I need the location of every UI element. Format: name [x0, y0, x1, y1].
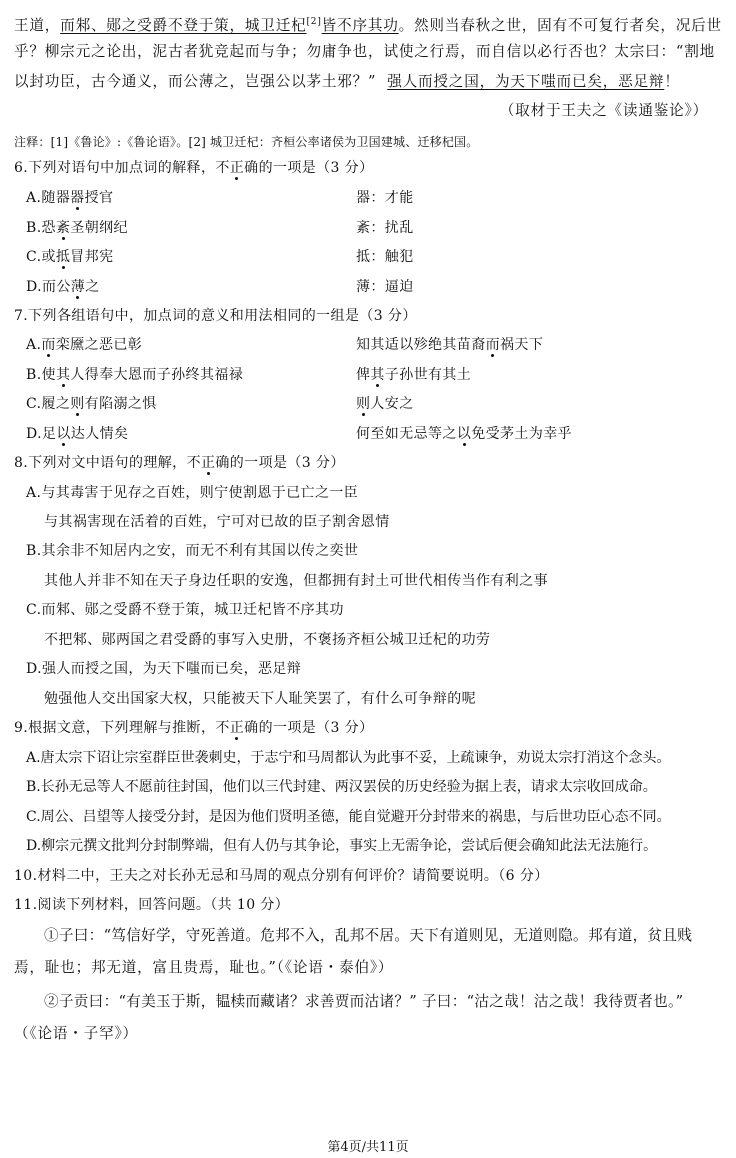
q8-option-d-translation: 勉强他人交出国家大权，只能被天下人耻笑罢了，有什么可争辩的呢 — [44, 691, 476, 707]
passage-text: 。然则当春秋之世，固有不可复行者矣，况后世 — [398, 16, 722, 34]
passage-line-1 — [14, 12, 722, 36]
passage-source: （取材于王夫之《读通鉴论》） — [499, 102, 708, 119]
passage-note: 注释：[1]《鲁论》:《鲁论语》。[2] 城卫迁杞：齐桓公率诸侯为卫国建城、迁移杞国。 — [14, 135, 479, 149]
stem-text: 的一项是（3 分） — [258, 720, 374, 736]
option-text: 授官 — [84, 190, 114, 206]
q6-option-a — [26, 188, 726, 208]
option-text: D.而公 — [26, 279, 71, 295]
option-text: 栾黡之恶已彰 — [55, 337, 143, 353]
emphasis-text: 不正确 — [215, 720, 259, 736]
option-text: 祸天下 — [500, 337, 544, 353]
q8-option-b-translation: 其他人并非不知在天子身边任职的安逸，但都拥有封土可世代相传当作有利之事 — [44, 573, 548, 589]
option-text: 冒邦宪 — [70, 249, 114, 265]
q9-option-d: D.柳宗元撰文批判分封制弊端，但有人仍与其争论，事实上无需争论，尝试后便会确知此法无法施行。 — [26, 838, 658, 854]
q11-material-2-line-1: ②子贡曰：“有美玉于斯，韫椟而藏诸？求善贾而沽诸？” 子曰：“沽之哉！沽之哉！我待贾者也。” — [44, 993, 684, 1010]
option-pair — [356, 365, 471, 385]
q9-option-a: A.唐太宗下诏让宗室群臣世袭刺史，于志宁和马周都认为此事不妥，上疏谏争，劝说太宗打消这个念头。 — [26, 750, 671, 766]
option-text: 知其适以殄绝其苗裔 — [356, 337, 486, 353]
q9-option-b: B.长孙无忌等人不愿前往封国，他们以三代封建、两汉罢侯的历史经验为据上表，请求太宗收回成命。 — [26, 779, 657, 795]
option-text: 达人情矣 — [70, 426, 129, 442]
q7-option-b — [26, 365, 726, 385]
dotted-word: 其 — [370, 367, 385, 383]
q8-option-c-translation: 不把邾、郧两国之君受爵的事写入史册，不褒扬齐桓公城卫迁杞的功劳 — [44, 632, 491, 648]
stem-text: 9.根据文意，下列理解与推断， — [14, 720, 216, 736]
q9-option-c: C.周公、吕望等人接受分封，是因为他们贤明圣德，能自觉避开分封带来的祸患，与后世功臣心态不同。 — [26, 809, 671, 825]
q7-option-c — [26, 394, 726, 414]
stem-text: 的一项是（3 分） — [229, 455, 345, 471]
stem-text: 6.下列对语句中加点词的解释， — [14, 160, 216, 176]
stem-text: 8.下列对文中语句的理解， — [14, 455, 187, 471]
passage-line-2: 乎？柳宗元之论出，泥古者犹竞起而与争；勿庸争也，试使之行焉，而自信以必行否也？太宗曰：“割地 — [14, 43, 715, 60]
q8-option-a-translation: 与其祸害现在活着的百姓，宁可对已故的臣子割舍恩情 — [44, 514, 390, 530]
q8-option-b-quote: B.其余非不知居内之安，而无不利有其国以传之奕世 — [26, 543, 359, 559]
option-pair — [356, 335, 543, 355]
option-text: 免受茅土为幸乎 — [471, 426, 573, 442]
option-explanation: 抵：触犯 — [356, 249, 414, 265]
option-text: 圣朝纲纪 — [70, 220, 128, 236]
option-pair — [356, 424, 572, 444]
dotted-word: 则 — [70, 396, 85, 412]
dotted-word: 抵 — [55, 249, 71, 265]
q8-option-c-quote: C.而邾、郧之受爵不登于策，城卫迁杞皆不序其功 — [26, 602, 344, 618]
stem-text: 的一项是（3 分） — [258, 160, 374, 176]
dotted-word: 而 — [41, 337, 56, 353]
option-text: B.使 — [26, 367, 56, 383]
option-text: 子孙世有其土 — [384, 367, 472, 383]
underlined-text: 皆不序其功 — [321, 16, 399, 34]
option-explanation: 紊：扰乱 — [356, 220, 414, 236]
option-text: 俾 — [356, 367, 371, 383]
passage-text: ！ — [664, 73, 680, 90]
dotted-word: 以 — [456, 426, 472, 442]
underlined-text: 强人而授之国，为天下嗤而已矣，恶足辩 — [387, 73, 665, 90]
q10-stem: 10.材料二中，王夫之对长孙无忌和马周的观点分别有何评价？请简要说明。（6 分） — [14, 868, 549, 884]
passage-line-3 — [14, 72, 680, 92]
passage-text: 王道， — [14, 16, 61, 34]
dotted-word: 其 — [55, 367, 71, 383]
emphasis-text: 不正确 — [215, 160, 259, 176]
dotted-word: 器 — [70, 190, 85, 206]
option-text: B.恐 — [26, 220, 56, 236]
dotted-word: 则 — [356, 396, 371, 412]
option-text: 有陷溺之惧 — [84, 396, 157, 412]
q8-stem — [14, 453, 345, 473]
q7-stem: 7.下列各组语句中，加点词的意义和用法相同的一组是（3 分） — [14, 308, 417, 324]
emphasis-text: 不正确 — [186, 455, 230, 471]
option-pair — [356, 394, 414, 414]
passage-text: 以封功臣，古今通义，而公薄之，岂强公以茅土邪？” — [14, 73, 377, 90]
option-text: D.足 — [26, 426, 57, 442]
q11-material-2-line-2: （《论语・子罕》） — [14, 1025, 138, 1042]
q9-stem — [14, 718, 374, 738]
option-text: A. — [26, 337, 42, 353]
q7-option-a — [26, 335, 726, 355]
q6-option-b — [26, 218, 726, 238]
footnote-marker: [2] — [306, 17, 322, 27]
option-text: C.履之 — [26, 396, 71, 412]
q6-option-d — [26, 277, 726, 297]
option-text: 何至如无忌等之 — [356, 426, 457, 442]
option-text: 之 — [85, 279, 100, 295]
q8-option-a-quote: A.与其毒害于见存之百姓，则宁使割恩于已亡之一臣 — [26, 485, 359, 501]
q11-stem: 11.阅读下列材料，回答问题。（共 10 分） — [14, 897, 290, 913]
dotted-word: 而 — [485, 337, 501, 353]
dotted-word: 以 — [56, 426, 71, 442]
option-explanation: 薄：逼迫 — [356, 279, 414, 295]
dotted-word: 薄 — [70, 279, 86, 295]
dotted-word: 紊 — [55, 220, 71, 236]
q6-stem — [14, 158, 374, 178]
option-text: 人安之 — [370, 396, 414, 412]
q7-option-d — [26, 424, 726, 444]
option-text: A.随器 — [26, 190, 71, 206]
q8-option-d-quote: D.强人而授之国，为天下嗤而已矣，恶足辩 — [26, 661, 302, 677]
underlined-text: 而邾、郧之受爵不登于策，城卫迁杞 — [60, 16, 307, 34]
q11-material-1-line-2: 焉，耻也；邦无道，富且贵焉，耻也。”（《论语・泰伯》） — [14, 959, 394, 976]
q6-option-c — [26, 247, 726, 267]
q11-material-1-line-1: ①子曰：“笃信好学，守死善道。危邦不入，乱邦不居。天下有道则见，无道则隐。邦有道，贫且贱 — [44, 927, 693, 944]
option-explanation: 器：才能 — [356, 190, 414, 206]
option-text: 人得奉大恩而子孙终其福禄 — [70, 367, 244, 383]
option-text: C.或 — [26, 249, 56, 265]
page-number: 第4页/共11页 — [327, 1140, 409, 1155]
